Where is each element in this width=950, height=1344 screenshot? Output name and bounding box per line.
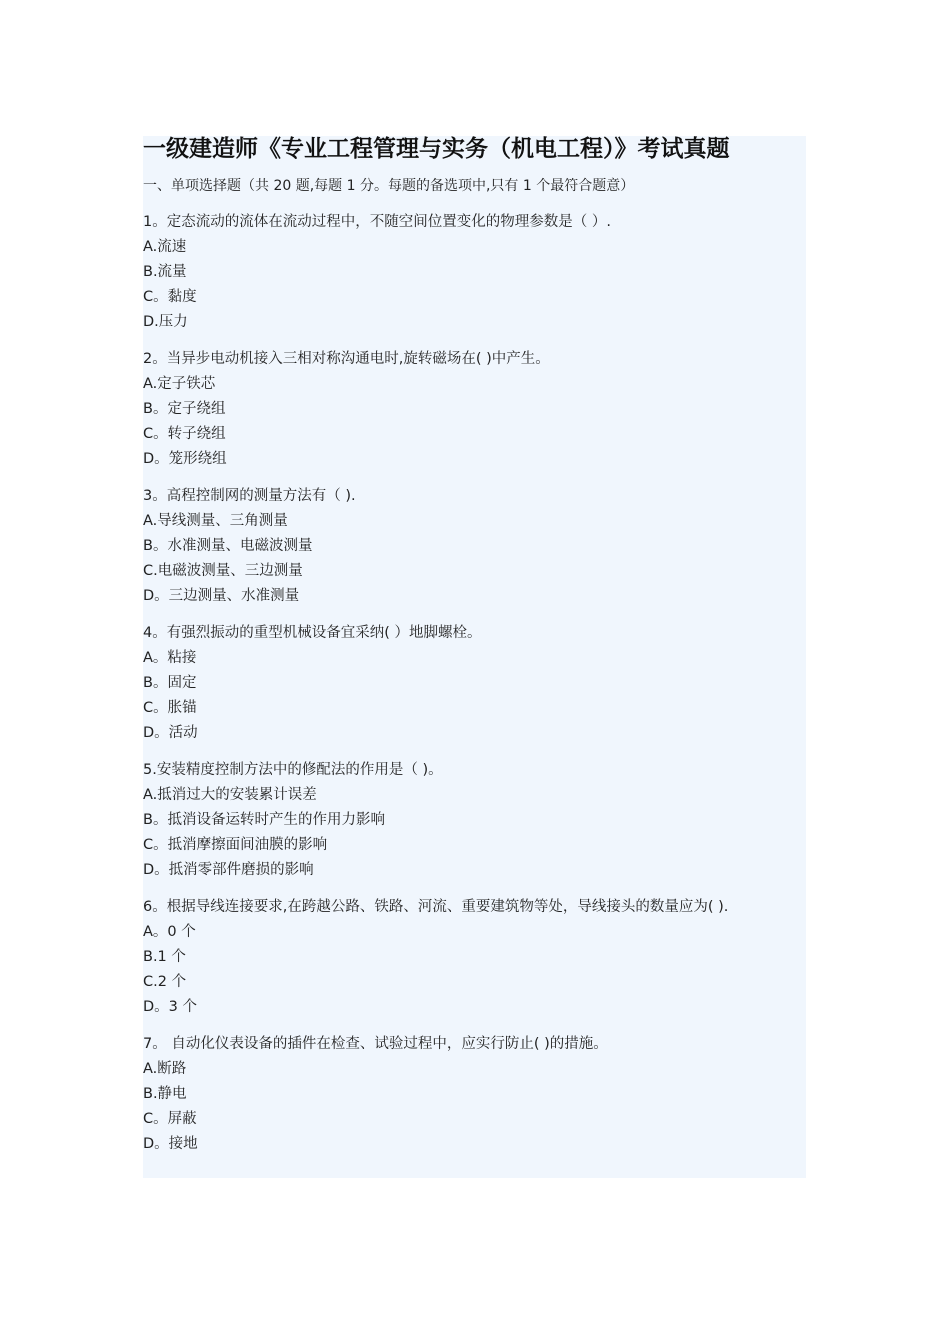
question-text: 1。定态流动的流体在流动过程中，不随空间位置变化的物理参数是（ ）. <box>143 214 611 230</box>
option-d: D。接地 <box>143 1136 198 1152</box>
option-a: A.断路 <box>143 1061 187 1077</box>
document-title: 一级建造师《专业工程管理与实务（机电工程）》考试真题 <box>143 136 730 162</box>
section-heading: 一、单项选择题（共 20 题,每题 1 分。每题的备选项中,只有 1 个最符合题意） <box>143 178 635 194</box>
question-3 <box>143 484 806 609</box>
option-d: D.压力 <box>143 314 188 330</box>
question-text: 3。高程控制网的测量方法有（ ). <box>143 488 356 504</box>
option-c: C.2 个 <box>143 974 187 990</box>
option-a: A.导线测量、三角测量 <box>143 513 288 529</box>
question-text: 4。有强烈振动的重型机械设备宜采纳( ）地脚螺栓。 <box>143 625 482 641</box>
question-text: 6。根据导线连接要求,在跨越公路、铁路、河流、重要建筑物等处，导线接头的数量应为( ). <box>143 899 729 915</box>
option-a: A.抵消过大的安装累计误差 <box>143 787 317 803</box>
option-d: D。3 个 <box>143 999 197 1015</box>
question-1 <box>143 210 806 335</box>
option-b: B.静电 <box>143 1086 187 1102</box>
option-b: B。水准测量、电磁波测量 <box>143 538 313 554</box>
option-a: A.流速 <box>143 239 187 255</box>
option-a: A。粘接 <box>143 650 197 666</box>
question-text: 5.安装精度控制方法中的修配法的作用是（ )。 <box>143 762 443 778</box>
option-d: D。抵消零部件磨损的影响 <box>143 862 314 878</box>
question-list <box>143 210 806 1169</box>
question-2 <box>143 347 806 472</box>
option-b: B。定子绕组 <box>143 401 226 417</box>
question-6 <box>143 895 806 1020</box>
option-c: C.电磁波测量、三边测量 <box>143 563 303 579</box>
question-7 <box>143 1032 806 1157</box>
option-c: C。抵消摩擦面间油膜的影响 <box>143 837 328 853</box>
option-d: D。笼形绕组 <box>143 451 227 467</box>
option-c: C。胀锚 <box>143 700 197 716</box>
option-d: D。活动 <box>143 725 198 741</box>
question-4 <box>143 621 806 746</box>
option-b: B。固定 <box>143 675 197 691</box>
question-5 <box>143 758 806 883</box>
question-text: 7。 自动化仪表设备的插件在检查、试验过程中，应实行防止( )的措施。 <box>143 1036 608 1052</box>
option-b: B.1 个 <box>143 949 186 965</box>
option-c: C。黏度 <box>143 289 197 305</box>
option-a: A.定子铁芯 <box>143 376 216 392</box>
option-c: C。屏蔽 <box>143 1111 197 1127</box>
option-d: D。三边测量、水准测量 <box>143 588 300 604</box>
option-b: B。抵消设备运转时产生的作用力影响 <box>143 812 385 828</box>
question-text: 2。当异步电动机接入三相对称沟通电时,旋转磁场在( )中产生。 <box>143 351 550 367</box>
option-c: C。转子绕组 <box>143 426 226 442</box>
option-a: A。0 个 <box>143 924 196 940</box>
option-b: B.流量 <box>143 264 187 280</box>
